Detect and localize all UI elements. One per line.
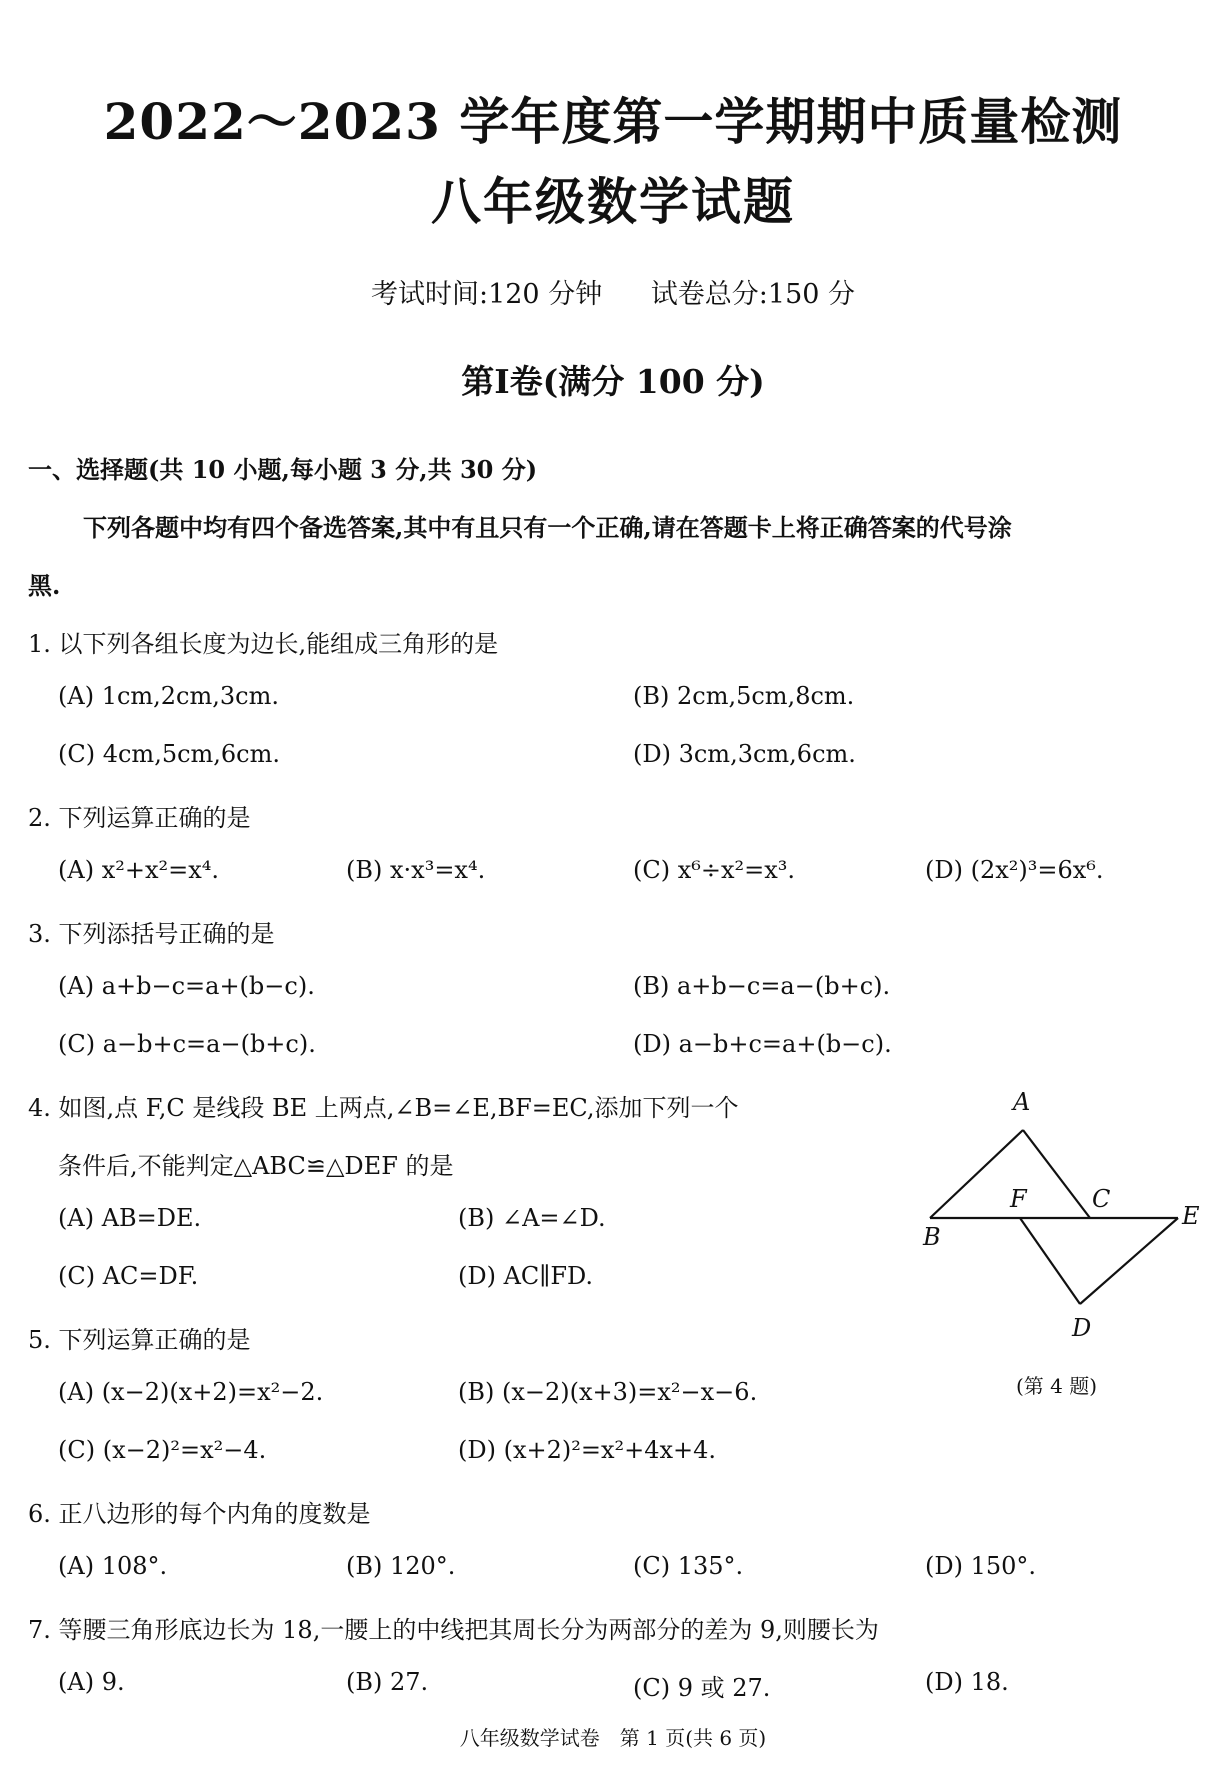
- question-7-stem: 7. 等腰三角形底边长为 18,一腰上的中线把其周长分为两部分的差为 9,则腰长为: [28, 1616, 879, 1644]
- question-4-option-c: (C) AC=DF.: [58, 1262, 199, 1290]
- question-3-option-b: (B) a+b−c=a−(b+c).: [633, 972, 891, 1000]
- point-label-c: C: [1092, 1185, 1111, 1213]
- section-heading: 一、选择题(共 10 小题,每小题 3 分,共 30 分): [28, 455, 538, 484]
- question-5-option-c: (C) (x−2)²=x²−4.: [58, 1436, 267, 1464]
- question-4-option-d: (D) AC∥FD.: [458, 1262, 594, 1290]
- volume-heading: 第Ⅰ卷(满分 100 分): [461, 362, 765, 401]
- instruction-line-2: 黑.: [28, 571, 61, 600]
- question-4-option-b: (B) ∠A=∠D.: [458, 1204, 606, 1232]
- question-2-option-d: (D) (2x²)³=6x⁶.: [925, 856, 1104, 884]
- question-4-stem-line-1: 4. 如图,点 F,C 是线段 BE 上两点,∠B=∠E,BF=EC,添加下列一个: [28, 1094, 739, 1122]
- page-footer: 八年级数学试卷 第 1 页(共 6 页): [459, 1726, 767, 1750]
- question-7-option-d: (D) 18.: [925, 1668, 1009, 1696]
- question-1-stem: 1. 以下列各组长度为边长,能组成三角形的是: [28, 630, 499, 658]
- question-5-option-a: (A) (x−2)(x+2)=x²−2.: [58, 1378, 324, 1406]
- question-7-option-a: (A) 9.: [58, 1668, 125, 1696]
- question-6-option-a: (A) 108°.: [58, 1552, 168, 1580]
- segment-fd: [1020, 1218, 1080, 1304]
- exam-time: 考试时间:120 分钟: [370, 279, 603, 310]
- exam-subtitle: 八年级数学试题: [431, 172, 795, 231]
- question-4-stem-line-2: 条件后,不能判定△ABC≌△DEF 的是: [58, 1152, 454, 1180]
- point-label-e: E: [1182, 1202, 1200, 1230]
- question-2-option-b: (B) x·x³=x⁴.: [346, 856, 486, 884]
- exam-title: 2022～2023 学年度第一学期期中质量检测: [103, 92, 1123, 151]
- question-7-option-c: (C) 9 或 27.: [633, 1674, 771, 1702]
- question-1-option-c: (C) 4cm,5cm,6cm.: [58, 740, 281, 768]
- instruction-line-1: 下列各题中均有四个备选答案,其中有且只有一个正确,请在答题卡上将正确答案的代号涂: [83, 513, 1012, 542]
- point-label-d: D: [1072, 1314, 1092, 1342]
- question-3-stem: 3. 下列添括号正确的是: [28, 920, 275, 948]
- question-6-stem: 6. 正八边形的每个内角的度数是: [28, 1500, 371, 1528]
- point-label-b: B: [923, 1223, 941, 1251]
- question-3-option-d: (D) a−b+c=a+(b−c).: [633, 1030, 892, 1058]
- point-label-a: A: [1013, 1088, 1031, 1116]
- question-2-option-a: (A) x²+x²=x⁴.: [58, 856, 220, 884]
- question-6-option-c: (C) 135°.: [633, 1552, 744, 1580]
- question-5-option-d: (D) (x+2)²=x²+4x+4.: [458, 1436, 717, 1464]
- question-7-option-b: (B) 27.: [346, 1668, 429, 1696]
- exam-meta: [0, 272, 1226, 311]
- question-1-option-d: (D) 3cm,3cm,6cm.: [633, 740, 856, 768]
- question-4-option-a: (A) AB=DE.: [58, 1204, 202, 1232]
- question-6-option-d: (D) 150°.: [925, 1552, 1037, 1580]
- question-1-option-a: (A) 1cm,2cm,3cm.: [58, 682, 279, 710]
- total-score: 试卷总分:150 分: [650, 279, 856, 310]
- question-5-option-b: (B) (x−2)(x+3)=x²−x−6.: [458, 1378, 758, 1406]
- question-3-option-c: (C) a−b+c=a−(b+c).: [58, 1030, 316, 1058]
- segment-de: [1080, 1218, 1178, 1304]
- question-2-option-c: (C) x⁶÷x²=x³.: [633, 856, 796, 884]
- question-2-stem: 2. 下列运算正确的是: [28, 804, 251, 832]
- question-5-stem: 5. 下列运算正确的是: [28, 1326, 251, 1354]
- question-6-option-b: (B) 120°.: [346, 1552, 456, 1580]
- question-3-option-a: (A) a+b−c=a+(b−c).: [58, 972, 315, 1000]
- figure-caption: (第 4 题): [1016, 1374, 1098, 1398]
- question-1-option-b: (B) 2cm,5cm,8cm.: [633, 682, 855, 710]
- segment-ac: [1023, 1130, 1090, 1218]
- segment-ab: [930, 1130, 1023, 1218]
- point-label-f: F: [1010, 1185, 1027, 1213]
